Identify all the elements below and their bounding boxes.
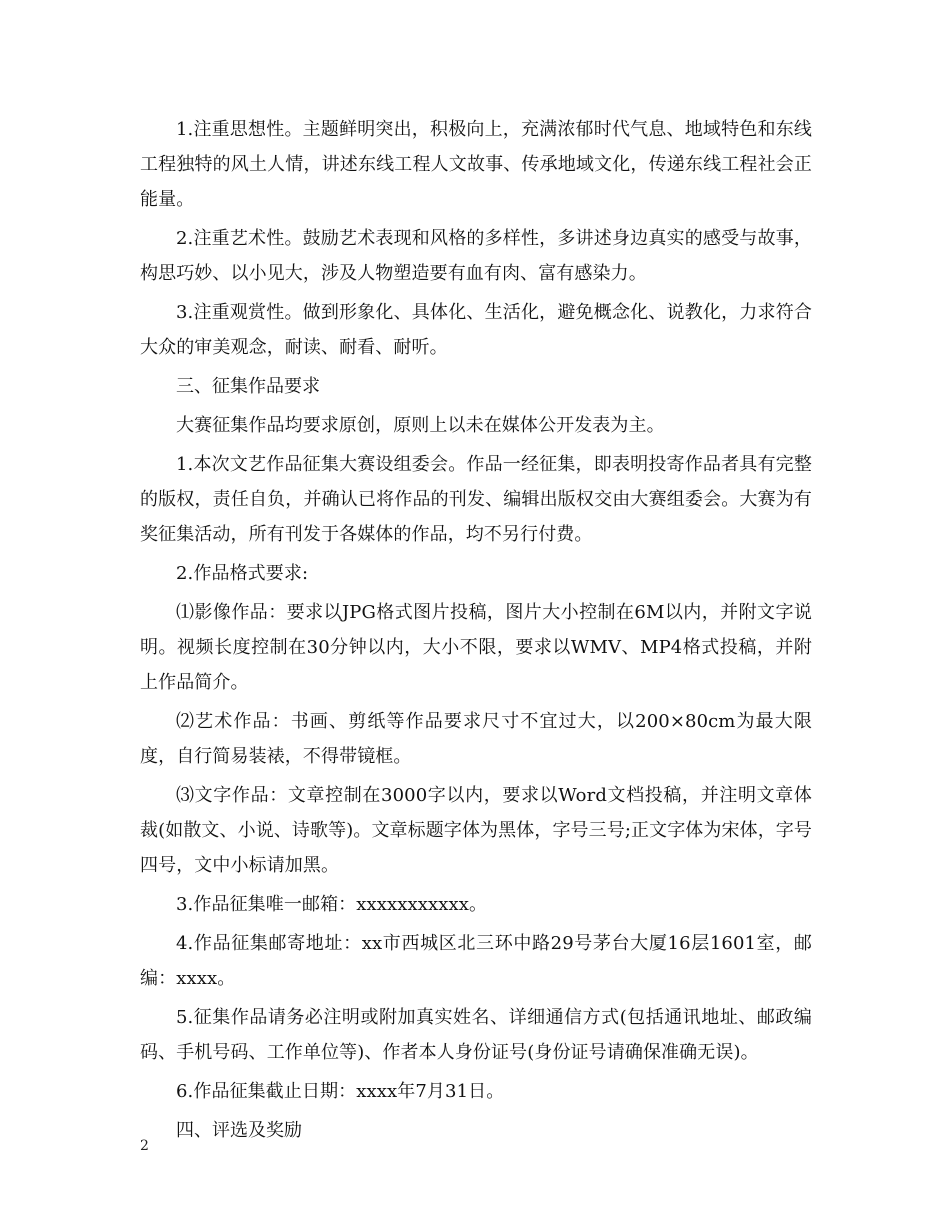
paragraph-deadline: 6.作品征集截止日期：xxxx年7月31日。 — [176, 1081, 505, 1102]
page-number: 2 — [140, 1138, 149, 1154]
section-heading-awards: 四、评选及奖励 — [176, 1120, 302, 1141]
paragraph-appreciation: 3.注重观赏性。做到形象化、具体化、生活化，避免概念化、说教化，力求符合大众的审美观念，耐读、耐看、耐听。 — [140, 302, 812, 358]
paragraph-artistry: 2.注重艺术性。鼓励艺术表现和风格的多样性，多讲述身边真实的感受与故事，构思巧妙、以小见大，涉及人物塑造要有血有肉、富有感染力。 — [140, 228, 812, 284]
paragraph-format-title: 2.作品格式要求: — [176, 563, 309, 584]
section-heading-requirements: 三、征集作品要求 — [176, 376, 320, 397]
paragraph-originality: 大赛征集作品均要求原创，原则上以未在媒体公开发表为主。 — [176, 415, 665, 436]
paragraph-mail-address: 4.作品征集邮寄地址：xx市西城区北三环中路29号茅台大厦16层1601室，邮编：xxxx。 — [140, 933, 812, 989]
paragraph-ideology: 1.注重思想性。主题鲜明突出，积极向上，充满浓郁时代气息、地域特色和东线工程独特的风土人情，讲述东线工程人文故事、传承地域文化，传递东线工程社会正能量。 — [140, 119, 812, 210]
paragraph-text-works: ⑶文字作品：文章控制在3000字以内，要求以Word文档投稿，并注明文章体裁(如散文、小说、诗歌等)。文章标题字体为黑体，字号三号;正文字体为宋体，字号四号，文中小标请加黑。 — [140, 785, 813, 876]
paragraph-image-works: ⑴影像作品：要求以JPG格式图片投稿，图片大小控制在6M以内，并附文字说明。视频长度控制在30分钟以内，大小不限，要求以WMV、MP4格式投稿，并附上作品简介。 — [140, 602, 812, 693]
page-body — [140, 112, 812, 1152]
paragraph-email: 3.作品征集唯一邮箱：xxxxxxxxxxx。 — [176, 894, 488, 915]
paragraph-committee: 1.本次文艺作品征集大赛设组委会。作品一经征集，即表明投寄作品者具有完整的版权，责任自负，并确认已将作品的刊发、编辑出版权交由大赛组委会。大赛为有奖征集活动，所有刊发于各媒体的作品，均不另行付费。 — [140, 454, 812, 545]
paragraph-art-works: ⑵艺术作品：书画、剪纸等作品要求尺寸不宜过大，以200×80cm为最大限度，自行简易装裱，不得带镜框。 — [140, 711, 812, 767]
paragraph-contact-info: 5.征集作品请务必注明或附加真实姓名、详细通信方式(包括通讯地址、邮政编码、手机号码、工作单位等)、作者本人身份证号(身份证号请确保准确无误)。 — [140, 1007, 812, 1063]
